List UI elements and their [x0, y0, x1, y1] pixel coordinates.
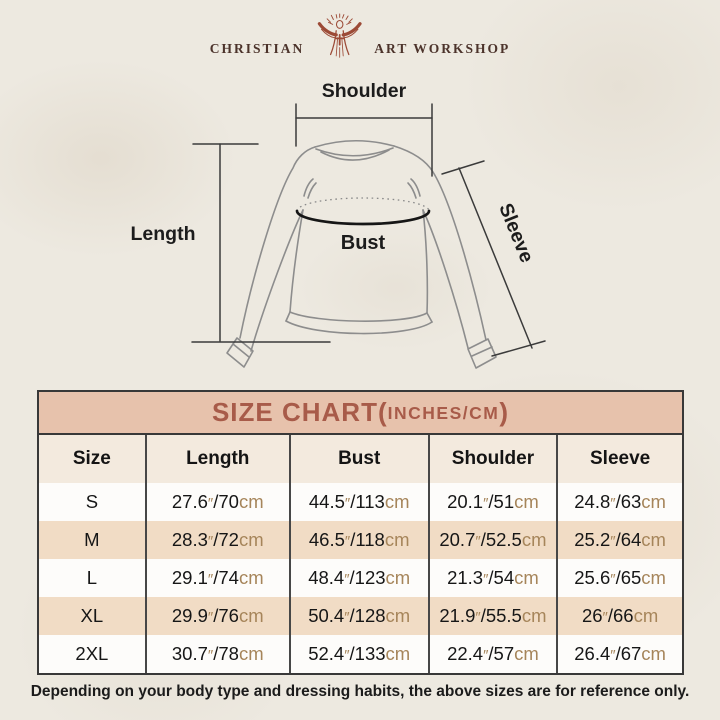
brand-logo: [0, 8, 720, 66]
column-header-sleeve: Sleeve: [557, 435, 682, 483]
column-header-shoulder: Shoulder: [429, 435, 558, 483]
bust-line-back: [297, 198, 429, 211]
shoulder-label: Shoulder: [321, 80, 407, 102]
length-measurement: 30.7″/78cm: [146, 635, 290, 673]
size-row-l: [39, 559, 682, 597]
size-chart-title-main: SIZE CHART(: [211, 397, 388, 427]
bust-measurement: 48.4″/123cm: [290, 559, 429, 597]
sleeve-measurement: 25.2″/64cm: [557, 521, 682, 559]
sleeve-label: Sleeve: [494, 200, 538, 266]
size-label: XL: [80, 605, 104, 626]
column-header-size: Size: [39, 435, 146, 483]
length-measurement: 27.6″/70cm: [146, 483, 290, 521]
length-measurement: 28.3″/72cm: [146, 521, 290, 559]
brand-name-right: ART WORKSHOP: [374, 41, 511, 56]
shoulder-measurement: 20.7″/52.5cm: [429, 521, 558, 559]
size-table-header-row: [39, 435, 682, 483]
length-label: Length: [130, 223, 196, 245]
size-label: M: [84, 529, 100, 550]
sweater-measurement-diagram: [0, 78, 720, 390]
size-table: [39, 435, 682, 673]
size-label: S: [85, 491, 99, 512]
size-row-m: [39, 521, 682, 559]
bust-line-front: [297, 211, 429, 224]
bust-label: Bust: [340, 232, 386, 254]
shoulder-measurement: 21.9″/55.5cm: [429, 597, 558, 635]
length-measurement: 29.1″/74cm: [146, 559, 290, 597]
bust-measurement: 52.4″/133cm: [290, 635, 429, 673]
brand-name-left: CHRISTIAN: [209, 41, 305, 56]
shoulder-measurement: 22.4″/57cm: [429, 635, 558, 673]
jesus-rays-icon: [311, 8, 367, 66]
column-header-bust: Bust: [290, 435, 429, 483]
shoulder-measurement: 20.1″/51cm: [429, 483, 558, 521]
size-chart: [37, 390, 684, 675]
size-table-body: [39, 483, 682, 673]
size-label: L: [86, 567, 98, 588]
bust-measurement: 46.5″/118cm: [290, 521, 429, 559]
sleeve-measurement: 24.8″/63cm: [557, 483, 682, 521]
size-row-xl: [39, 597, 682, 635]
sleeve-measurement: 25.6″/65cm: [557, 559, 682, 597]
size-row-s: [39, 483, 682, 521]
shoulder-measurement: 21.3″/54cm: [429, 559, 558, 597]
reference-note: Depending on your body type and dressing habits, the above sizes are for reference only.: [30, 683, 690, 700]
size-chart-title-units: INCHES/CM: [387, 403, 500, 423]
size-chart-title-close: ): [499, 397, 510, 427]
rays: [327, 14, 352, 25]
bust-measurement: 50.4″/128cm: [290, 597, 429, 635]
length-measurement: 29.9″/76cm: [146, 597, 290, 635]
sleeve-measurement: 26.4″/67cm: [557, 635, 682, 673]
bust-measurement: 44.5″/113cm: [290, 483, 429, 521]
sleeve-measurement: 26″/66cm: [557, 597, 682, 635]
size-chart-title: [39, 392, 682, 435]
size-label: 2XL: [75, 643, 109, 664]
size-row-2xl: [39, 635, 682, 673]
column-header-length: Length: [146, 435, 290, 483]
sweater-outline: [227, 141, 496, 368]
